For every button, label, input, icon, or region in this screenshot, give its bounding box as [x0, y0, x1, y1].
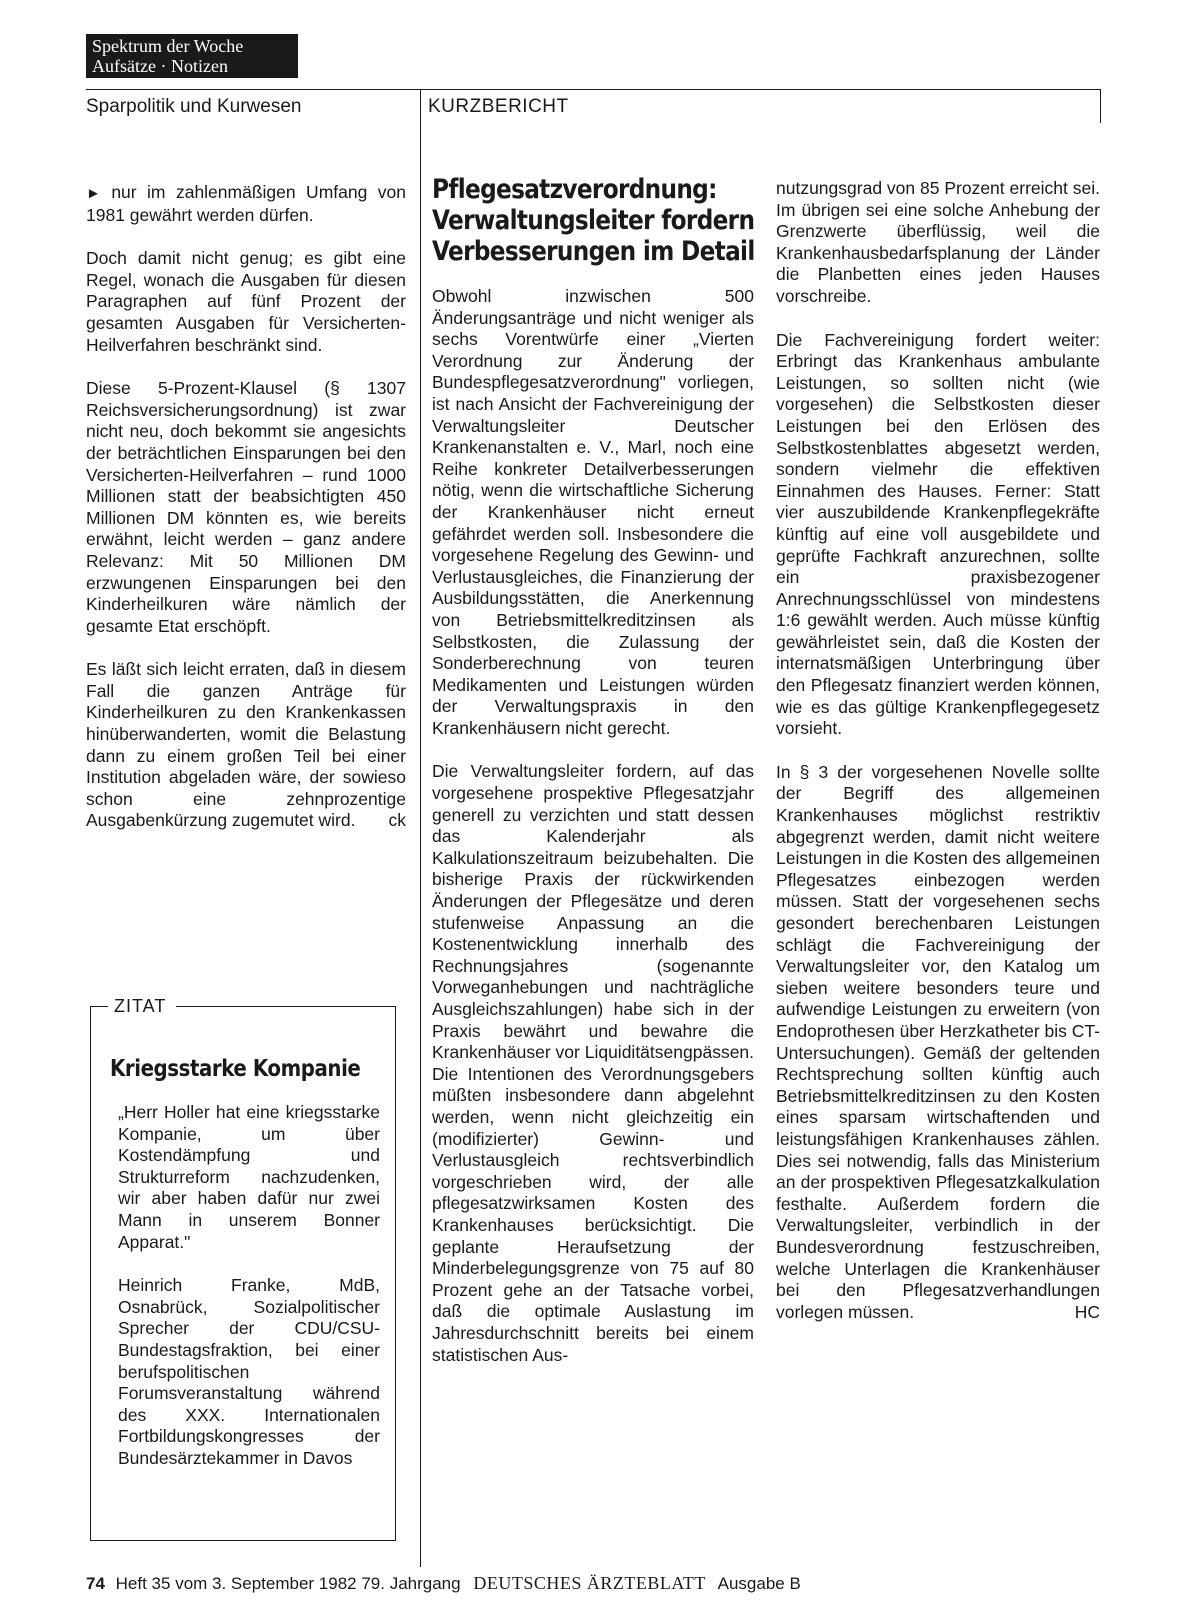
zitat-label: ZITAT: [114, 996, 167, 1016]
article-headline: Pflegesatzverordnung: Verwaltungsleiter fordern Verbesserungen im Detail: [432, 174, 755, 267]
page-footer: [86, 1573, 801, 1594]
zitat-border-top-left: [90, 1006, 108, 1007]
left-paragraph-2: Doch damit nicht genug; es gibt eine Regel, wonach die Ausgaben für diesen Paragraphen auf fünf Prozent der gesamten Ausgaben für Versicherten-Heilverfahren beschränkt sind.: [86, 248, 406, 355]
masthead: [86, 34, 298, 78]
left-paragraph-1: ► nur im zahlenmäßigen Umfang von 1981 gewährt werden dürfen.: [86, 182, 406, 225]
section-title-left: Sparpolitik und Kurwesen: [86, 96, 302, 117]
article-middle-column: [432, 286, 754, 1388]
left-paragraph-3: Diese 5-Prozent-Klausel (§ 1307 Reichsversicherungsordnung) ist zwar nicht neu, doch bekommt sie angesichts der beträchtlichen Einsparungen bei den Versicherten-Heilverfahren – rund 1000 Millionen statt der beabsichtigten 450 Millionen DM könnten es, wie bereits erwähnt, leicht werden – ganz andere Relevanz: Mit 50 Millionen DM erzwungenen Einsparungen bei den Kinderheilkuren wäre nämlich der gesamte Etat erschöpft.: [86, 378, 406, 636]
journal-name: DEUTSCHES ÄRZTEBLATT: [473, 1573, 706, 1593]
column-divider: [420, 89, 421, 1567]
article-paragraph-4: Die Fachvereinigung fordert weiter: Erbringt das Krankenhaus ambulante Leistungen, so sollten nicht (wie vorgesehen) die Selbstkosten dieser Leistungen bei den Erlösen des Selbstkostenblattes abgesetzt werden, sondern vielmehr die effektiven Einnahmen des Hauses. Ferner: Statt vier auszubildende Krankenpflegekräfte künftig auf eine voll ausgebildete und geprüfte Fachkraft anzurechnen, sollte ein praxisbezogener Anrechnungsschlüssel von mindestens 1:6 gewählt werden. Auch müsse künftig gewährleistet sein, daß die Kosten der internatsmäßigen Unterbringung über den Pflegesatz finanziert werden können, wie es das gültige Krankenpflegegesetz vorsieht.: [776, 329, 1100, 739]
zitat-title: Kriegsstarke Kompanie: [110, 1056, 361, 1082]
zitat-attribution: Heinrich Franke, MdB, Osnabrück, Sozialpolitischer Sprecher der CDU/CSU-Bundestagsfraktion, bei einer berufspolitischen Forumsveranstaltung während des XXX. Internationalen Fortbildungskongresses der Bundesärztekammer in Davos: [118, 1275, 380, 1468]
left-signature: ck: [388, 810, 406, 831]
article-signature: HC: [1074, 1301, 1100, 1322]
left-column: [86, 182, 406, 854]
header-rule: [86, 89, 1100, 90]
masthead-line2: Aufsätze · Notizen: [92, 56, 228, 76]
masthead-line1: Spektrum der Woche: [92, 36, 244, 56]
section-title-right: KURZBERICHT: [428, 96, 569, 117]
article-paragraph-5: In § 3 der vorgesehenen Novelle sollte der Begriff des allgemeinen Krankenhauses möglichst restriktiv abgegrenzt werden, damit nicht weitere Leistungen in die Kosten des allgemeinen Pflegesatzes einbezogen werden müssen. Statt der vorgesehenen sechs gesondert berechenbaren Leistungen schlägt die Fachvereinigung der Verwaltungsleiter vor, den Katalog um sieben weitere besonders teure und aufwendige Leistungen zu erweitern (von Endoprothesen über Herzkatheter bis CT-Untersuchungen). Gemäß der geltenden Rechtsprechung sollten künftig auch Betriebsmittelkreditzinsen zu den Kosten eines sparsam wirtschaftenden und leistungsfähigen Krankenhauses zählen. Dies sei notwendig, falls das Ministerium an der prospektiven Pflegesatzkalkulation festhalte. Außerdem fordern die Verwaltungsleiter, verbindlich in der Bundesverordnung festzuschreiben, welche Unterlagen die Krankenhäuser bei den Pflegesatzverhandlungen vorlegen müssen. HC: [776, 761, 1100, 1322]
edition-info: Ausgabe B: [717, 1574, 801, 1593]
zitat-text: [118, 1102, 380, 1492]
article-paragraph-1: Obwohl inzwischen 500 Änderungsanträge und nicht weniger als sechs Vorentwürfe einer „Vierten Verordnung zur Änderung der Bundespflegesatzverordnung" vorliegen, ist nach Ansicht der Fachvereinigung der Verwaltungsleiter Deutscher Krankenanstalten e. V., Marl, noch eine Reihe konkreter Detailverbesserungen nötig, wenn die wirtschaftliche Sicherung der Krankenhäuser nicht erneut gefährdet werden soll. Insbesondere die vorgesehene Regelung des Gewinn- und Verlustausgleiches, die Finanzierung der Ausbildungsstätten, die Anerkennung von Betriebsmittelkreditzinsen als Selbstkosten, die Zulassung der Sonderberechnung von teuren Medikamenten und Leistungen würden der Verwaltungspraxis in den Krankenhäusern nicht gerecht.: [432, 286, 754, 738]
article-right-column: [776, 178, 1100, 1345]
bullet-marker: ►: [86, 185, 101, 202]
zitat-quote: „Herr Holler hat eine kriegsstarke Kompanie, um über Kostendämpfung und Strukturreform nachzudenken, wir aber haben dafür nur zwei Mann in unserem Bonner Apparat.": [118, 1102, 380, 1252]
issue-info: Heft 35 vom 3. September 1982 79. Jahrgang: [115, 1574, 461, 1593]
article-paragraph-3: nutzungsgrad von 85 Prozent erreicht sei. Im übrigen sei eine solche Anhebung der Grenzwerte überflüssig, weil die Krankenhausbedarfsplanung der Länder die Planbetten eines jeden Hauses vorschreibe.: [776, 178, 1100, 306]
header-rule-end: [1100, 89, 1101, 123]
article-paragraph-2: Die Verwaltungsleiter fordern, auf das vorgesehene prospektive Pflegesatzjahr generell zu verzichten und statt dessen das Kalenderjahr als Kalkulationszeitraum beizubehalten. Die bisherige Praxis der rückwirkenden Änderungen der Pflegesätze und deren stufenweise Anpassung an die Kostenentwicklung innerhalb des Rechnungsjahres (sogenannte Vorweganhebungen und nachträgliche Ausgleichszahlungen) habe sich in der Praxis bewährt und bewahre die Krankenhäuser vor Liquiditätsengpässen. Die Intentionen des Verordnungsgebers müßten insbesondere dann abgelehnt werden, wenn nicht gleichzeitig ein (modifizierter) Gewinn- und Verlustausgleich rechtsverbindlich vorgeschrieben wird, der alle pflegesatzwirksamen Kosten des Krankenhauses berücksichtigt. Die geplante Heraufsetzung der Minderbelegungsgrenze von 75 auf 80 Prozent gehe an der Tatsache vorbei, daß die optimale Auslastung im Jahresdurchschnitt bereits bei einem statistischen Aus-: [432, 761, 755, 1365]
page-number: 74: [86, 1574, 105, 1593]
zitat-border-top-right: [176, 1006, 395, 1007]
left-paragraph-4: Es läßt sich leicht erraten, daß in diesem Fall die ganzen Anträge für Kinderheilkuren zu den Krankenkassen hinüberwanderten, womit die Belastung dann zu einem großen Teil bei einer Institution abgeladen wäre, der sowieso schon eine zehnprozentige Ausgabenkürzung zugemutet wird. ck: [86, 659, 406, 831]
